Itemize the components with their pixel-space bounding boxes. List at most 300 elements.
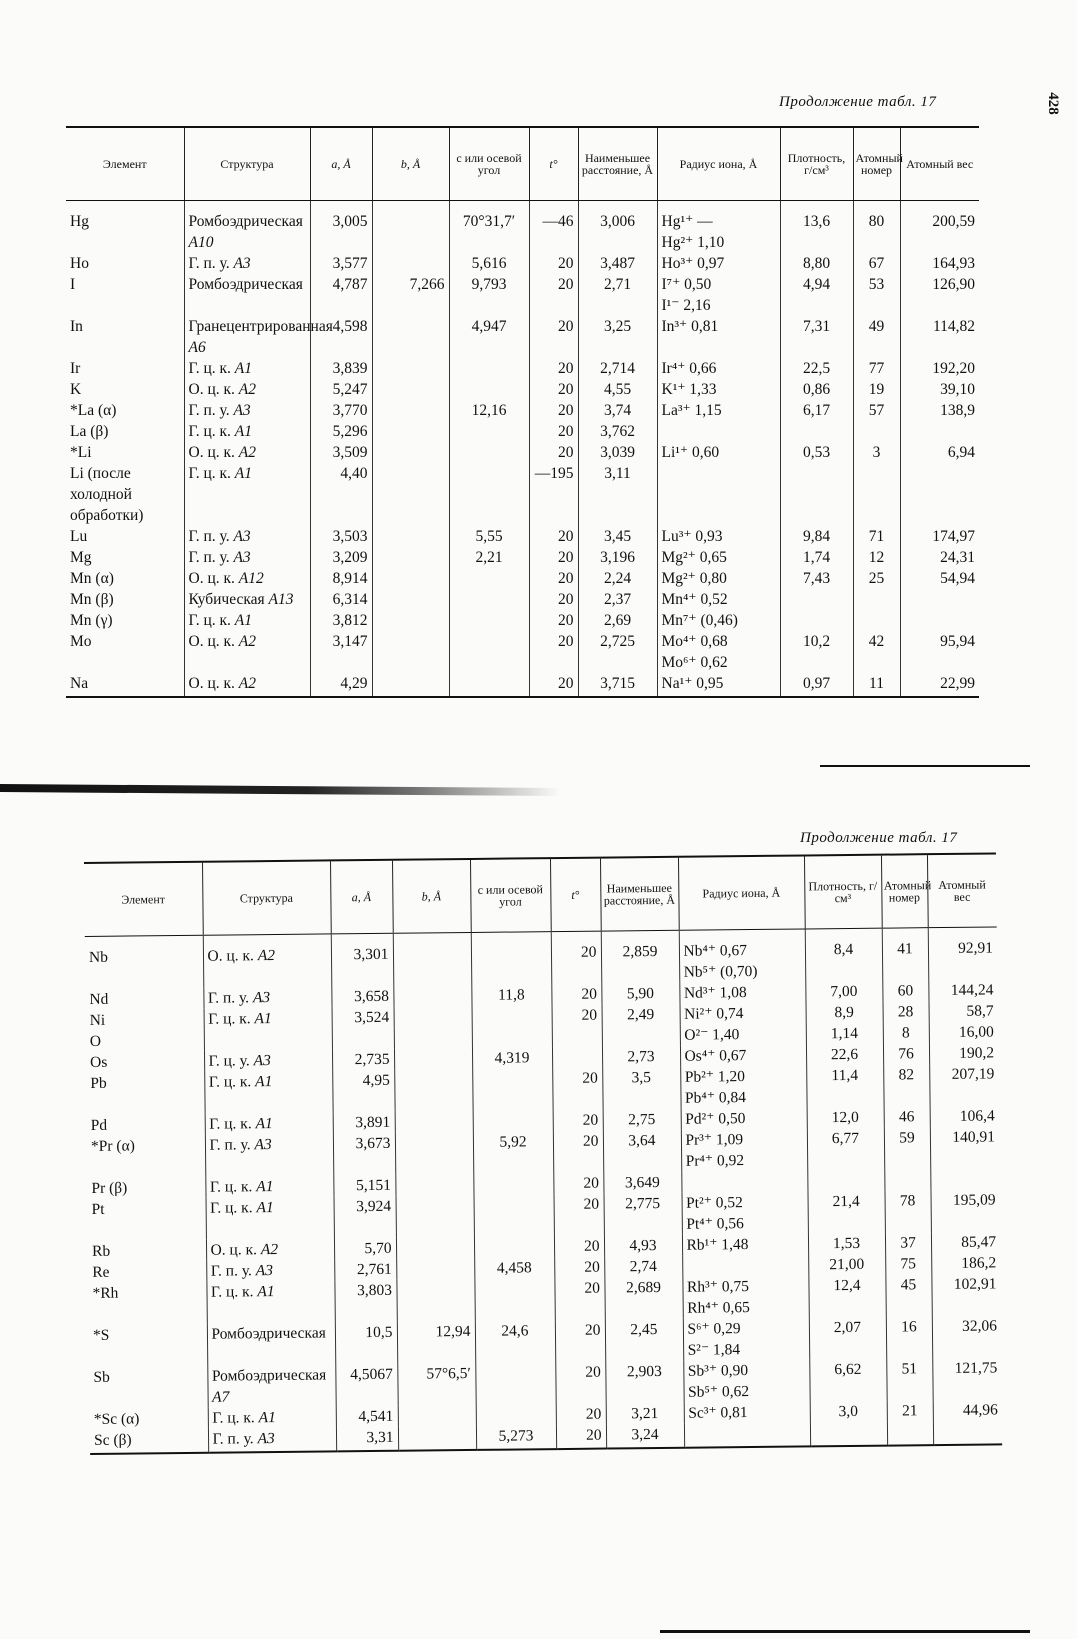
cell-atomic-weight: 102,91 bbox=[931, 1273, 1000, 1316]
cell-b: 57°6,5′ bbox=[397, 1362, 475, 1405]
cell-b bbox=[396, 1257, 474, 1279]
cell-ion-radius: Mn⁷⁺ (0,46) bbox=[657, 610, 780, 631]
cell-structure: Г. ц. к. A1 bbox=[184, 358, 310, 379]
cell-element: La (β) bbox=[70, 422, 109, 440]
cell-t: 20 bbox=[553, 1130, 603, 1173]
cell-min-distance: 2,71 bbox=[578, 274, 657, 316]
cell-atomic-weight: 22,99 bbox=[900, 673, 979, 697]
cell-ion-radius: Rb¹⁺ 1,48 bbox=[682, 1233, 808, 1255]
cell-ion-radius: Ho³⁺ 0,97 bbox=[657, 253, 780, 274]
cell-atomic-weight: 144,24 bbox=[928, 979, 997, 1001]
cell-atomic-weight: 85,47 bbox=[931, 1231, 1000, 1253]
cell-structure: Ромбоэдрическая A10 bbox=[184, 200, 310, 253]
header-ion-radius: Радиус иона, Å bbox=[657, 127, 780, 200]
cell-b bbox=[396, 1194, 474, 1237]
table-row bbox=[66, 421, 979, 442]
cell-ion-radius: I⁷⁺ 0,50 I¹⁻ 2,16 bbox=[657, 274, 780, 316]
cell-min-distance: 3,25 bbox=[578, 316, 657, 358]
cell-a: 5,70 bbox=[334, 1237, 396, 1259]
cell-a: 2,761 bbox=[334, 1258, 396, 1280]
cell-atomic-weight: 207,19 bbox=[929, 1063, 998, 1106]
cell-b bbox=[372, 631, 449, 673]
cell-density: 0,53 bbox=[780, 442, 853, 463]
cell-element: Sc (β) bbox=[90, 1428, 208, 1453]
cell-b bbox=[372, 673, 449, 697]
cell-a: 4,29 bbox=[310, 673, 372, 697]
cell-structure: О. ц. к. A2 bbox=[184, 442, 310, 463]
cell-a: 3,209 bbox=[310, 547, 372, 568]
cell-a: 4,541 bbox=[336, 1405, 398, 1427]
cell-ion-radius: Na¹⁺ 0,95 bbox=[657, 673, 780, 697]
cell-b bbox=[396, 1236, 474, 1258]
header-t: t° bbox=[529, 127, 578, 200]
cell-ion-radius: K¹⁺ 1,33 bbox=[657, 379, 780, 400]
cell-min-distance: 3,196 bbox=[578, 547, 657, 568]
cell-ion-radius: Mg²⁺ 0,65 bbox=[657, 547, 780, 568]
cell-element: Ni bbox=[89, 1011, 106, 1029]
cell-atomic-weight: 190,2 bbox=[929, 1042, 998, 1064]
table-row bbox=[66, 253, 979, 274]
cell-t: 20 bbox=[529, 631, 578, 673]
cell-density: 1,14 bbox=[806, 1022, 883, 1044]
table-row bbox=[66, 400, 979, 421]
header-t: t° bbox=[550, 858, 601, 932]
cell-t: 20 bbox=[529, 547, 578, 568]
cell-b bbox=[398, 1425, 476, 1450]
cell-element: In bbox=[70, 317, 83, 335]
cell-element: Ho bbox=[70, 254, 89, 272]
cell-structure: Г. п. у. A3 bbox=[206, 1259, 334, 1281]
cell-element: Pd bbox=[90, 1116, 108, 1134]
cell-min-distance: 2,689 bbox=[604, 1276, 682, 1319]
cell-c: 5,55 bbox=[449, 526, 529, 547]
cell-t: 20 bbox=[529, 253, 578, 274]
cell-atomic-number: 25 bbox=[853, 568, 900, 589]
header-min-distance: Наименьшее расстояние, Å bbox=[600, 857, 679, 931]
cell-atomic-number: 12 bbox=[853, 547, 900, 568]
cell-a: 4,598 bbox=[310, 316, 372, 358]
cell-ion-radius: Mo⁴⁺ 0,68 Mo⁶⁺ 0,62 bbox=[657, 631, 780, 673]
cell-atomic-number: 41 bbox=[882, 927, 929, 980]
cell-ion-radius: Li¹⁺ 0,60 bbox=[657, 442, 780, 463]
cell-b bbox=[372, 526, 449, 547]
cell-atomic-number bbox=[853, 463, 900, 526]
cell-density: 22,6 bbox=[806, 1043, 883, 1065]
cell-structure: Г. ц. к. A1 bbox=[205, 1112, 333, 1134]
cell-b bbox=[393, 932, 472, 985]
header-ion-radius: Радиус иона, Å bbox=[678, 855, 805, 929]
cell-structure: Г. ц. к. A1 bbox=[208, 1406, 336, 1428]
cell-density: 11,4 bbox=[806, 1064, 883, 1107]
cell-density bbox=[780, 610, 853, 631]
cell-t: —46 bbox=[529, 200, 578, 253]
cell-ion-radius: Sb³⁺ 0,90 Sb⁵⁺ 0,62 bbox=[683, 1359, 809, 1402]
cell-structure: Г. ц. к. A1 bbox=[204, 1070, 332, 1113]
cell-min-distance: 2,859 bbox=[601, 930, 680, 983]
cell-density bbox=[810, 1421, 887, 1446]
cell-c bbox=[449, 568, 529, 589]
cell-t bbox=[552, 1025, 602, 1047]
cell-t: 20 bbox=[555, 1361, 605, 1404]
cell-min-distance: 2,73 bbox=[602, 1045, 680, 1067]
cell-atomic-weight: 32,06 bbox=[932, 1315, 1001, 1358]
cell-b bbox=[372, 200, 449, 253]
cell-t: 20 bbox=[529, 673, 578, 697]
cell-min-distance: 2,69 bbox=[578, 610, 657, 631]
table-row bbox=[66, 358, 979, 379]
cell-min-distance: 3,715 bbox=[578, 673, 657, 697]
cell-c: 5,273 bbox=[476, 1425, 556, 1450]
cell-atomic-number bbox=[853, 589, 900, 610]
cell-atomic-number: 78 bbox=[884, 1190, 930, 1232]
cell-ion-radius: S⁶⁺ 0,29 S²⁻ 1,84 bbox=[683, 1317, 809, 1360]
cell-ion-radius: In³⁺ 0,81 bbox=[657, 316, 780, 358]
cell-c: 5,616 bbox=[449, 253, 529, 274]
cell-element: Mn (β) bbox=[70, 590, 114, 608]
cell-element: Mn (α) bbox=[70, 569, 114, 587]
cell-t: 20 bbox=[553, 1193, 603, 1236]
cell-atomic-weight bbox=[900, 463, 979, 526]
cell-a: 3,577 bbox=[310, 253, 372, 274]
cell-t: 20 bbox=[529, 274, 578, 316]
cell-atomic-weight: 192,20 bbox=[900, 358, 979, 379]
cell-c: 12,16 bbox=[449, 400, 529, 421]
cell-a: 4,787 bbox=[310, 274, 372, 316]
cell-min-distance: 4,55 bbox=[578, 379, 657, 400]
cell-c: 2,21 bbox=[449, 547, 529, 568]
header-c: c или осевой угол bbox=[470, 858, 551, 932]
cell-b bbox=[372, 589, 449, 610]
header-a: a, Å bbox=[310, 127, 372, 200]
cell-a: 3,503 bbox=[310, 526, 372, 547]
cell-structure: Г. п. у. A3 bbox=[184, 547, 310, 568]
cell-a: 3,924 bbox=[334, 1195, 396, 1238]
cell-atomic-weight: 16,00 bbox=[929, 1021, 998, 1043]
cell-density: 21,00 bbox=[808, 1253, 885, 1275]
cell-c bbox=[449, 442, 529, 463]
cell-density bbox=[807, 1169, 884, 1191]
cell-atomic-weight: 39,10 bbox=[900, 379, 979, 400]
cell-a: 3,658 bbox=[331, 985, 393, 1007]
header-density: Плотность, г/см³ bbox=[780, 127, 853, 200]
cell-structure: Г. ц. у. A3 bbox=[204, 1049, 332, 1071]
cell-element: I bbox=[70, 275, 76, 293]
cell-min-distance: 3,24 bbox=[606, 1423, 684, 1448]
cell-min-distance: 2,37 bbox=[578, 589, 657, 610]
cell-c bbox=[449, 589, 529, 610]
cell-element: Nd bbox=[89, 990, 109, 1008]
cell-c: 4,319 bbox=[472, 1047, 552, 1069]
header-a: a, Å bbox=[330, 860, 393, 934]
cell-ion-radius: Rh³⁺ 0,75 Rh⁴⁺ 0,65 bbox=[682, 1275, 808, 1318]
cell-atomic-weight bbox=[933, 1420, 1002, 1445]
cell-min-distance: 3,11 bbox=[578, 463, 657, 526]
table-row bbox=[66, 673, 979, 697]
cell-t: 20 bbox=[551, 983, 601, 1005]
header-structure: Структура bbox=[202, 860, 331, 934]
cell-atomic-number: 45 bbox=[885, 1274, 931, 1316]
cell-c bbox=[473, 1173, 553, 1195]
cell-a: 3,509 bbox=[310, 442, 372, 463]
cell-atomic-number bbox=[853, 610, 900, 631]
cell-c: 5,92 bbox=[473, 1131, 553, 1174]
cell-ion-radius: O²⁻ 1,40 bbox=[680, 1023, 806, 1045]
cell-element: Lu bbox=[70, 527, 88, 545]
cell-b bbox=[395, 1131, 473, 1174]
table-bottom bbox=[84, 852, 1002, 1454]
cell-element: Na bbox=[66, 673, 184, 697]
cell-element: Re bbox=[92, 1263, 110, 1281]
cell-density: 8,4 bbox=[805, 928, 883, 981]
cell-element: Mg bbox=[70, 548, 92, 566]
cell-element: *La (α) bbox=[70, 401, 117, 419]
cell-a: 3,812 bbox=[310, 610, 372, 631]
cell-density: 7,31 bbox=[780, 316, 853, 358]
cell-structure: О. ц. к. A2 bbox=[203, 933, 332, 987]
cell-structure: Г. ц. к. A1 bbox=[206, 1280, 334, 1323]
cell-density: 3,0 bbox=[810, 1400, 887, 1422]
cell-a: 3,770 bbox=[310, 400, 372, 421]
cell-structure bbox=[204, 1028, 332, 1050]
cell-b bbox=[372, 547, 449, 568]
cell-atomic-number: 19 bbox=[853, 379, 900, 400]
cell-atomic-number: 53 bbox=[853, 274, 900, 316]
cell-atomic-weight: 164,93 bbox=[900, 253, 979, 274]
cell-t: 20 bbox=[529, 400, 578, 421]
cell-atomic-number bbox=[887, 1421, 933, 1445]
cell-t: 20 bbox=[529, 610, 578, 631]
scan-artifact-line bbox=[0, 784, 560, 796]
header-atomic-weight: Атомный вес bbox=[927, 853, 997, 927]
cell-density: 12,4 bbox=[808, 1274, 885, 1317]
cell-a: 3,673 bbox=[333, 1132, 395, 1175]
cell-element: *Pr (α) bbox=[90, 1136, 135, 1155]
cell-c bbox=[449, 610, 529, 631]
cell-c bbox=[472, 1026, 552, 1048]
cell-element: Sb bbox=[93, 1368, 110, 1386]
cell-t: 20 bbox=[529, 358, 578, 379]
cell-min-distance: 2,75 bbox=[603, 1108, 681, 1130]
cell-c bbox=[449, 463, 529, 526]
cell-min-distance: 2,714 bbox=[578, 358, 657, 379]
cell-t: 20 bbox=[556, 1403, 606, 1425]
cell-t: 20 bbox=[554, 1277, 604, 1320]
cell-atomic-number: 49 bbox=[853, 316, 900, 358]
cell-structure: Г. п. у. A3 bbox=[184, 400, 310, 421]
cell-structure: Г. ц. к. A1 bbox=[184, 610, 310, 631]
header-b: b, Å bbox=[372, 127, 449, 200]
table-row bbox=[66, 589, 979, 610]
cell-density: 6,77 bbox=[807, 1127, 884, 1170]
cell-min-distance: 2,725 bbox=[578, 631, 657, 673]
cell-c bbox=[473, 1110, 553, 1132]
cell-ion-radius: Pd²⁺ 0,50 bbox=[681, 1107, 807, 1129]
cell-density: 6,17 bbox=[780, 400, 853, 421]
cell-element: Mn (γ) bbox=[70, 611, 113, 629]
cell-a: 3,301 bbox=[331, 933, 394, 986]
cell-t: —195 bbox=[529, 463, 578, 526]
cell-b bbox=[372, 358, 449, 379]
cell-element: *Sc (α) bbox=[93, 1409, 140, 1428]
cell-b bbox=[393, 984, 471, 1006]
cell-element: Mo bbox=[70, 632, 92, 650]
cell-atomic-weight: 126,90 bbox=[900, 274, 979, 316]
cell-t: 20 bbox=[529, 421, 578, 442]
cell-element: Ir bbox=[70, 359, 81, 377]
cell-element: Pr (β) bbox=[91, 1179, 128, 1197]
cell-structure: Ромбоэдрическая A7 bbox=[207, 1364, 335, 1407]
cell-density: 4,94 bbox=[780, 274, 853, 316]
cell-element: Pb bbox=[90, 1074, 107, 1092]
cell-b bbox=[372, 253, 449, 274]
cell-atomic-weight: 174,97 bbox=[900, 526, 979, 547]
cell-atomic-weight: 92,91 bbox=[928, 926, 998, 979]
cell-min-distance: 3,039 bbox=[578, 442, 657, 463]
cell-atomic-weight: 44,96 bbox=[933, 1399, 1002, 1421]
cell-structure: О. ц. к. A2 bbox=[184, 673, 310, 697]
cell-min-distance: 2,49 bbox=[602, 1003, 680, 1025]
cell-ion-radius: Hg¹⁺ — Hg²⁺ 1,10 bbox=[657, 200, 780, 253]
cell-t: 20 bbox=[556, 1424, 606, 1449]
cell-structure: Ромбоэдрическая bbox=[184, 274, 310, 316]
cell-min-distance: 3,74 bbox=[578, 400, 657, 421]
cell-density: 8,9 bbox=[806, 1001, 883, 1023]
cell-atomic-number bbox=[884, 1169, 930, 1190]
cell-ion-radius: Lu³⁺ 0,93 bbox=[657, 526, 780, 547]
cell-ion-radius bbox=[682, 1254, 808, 1276]
cell-b bbox=[394, 1026, 472, 1048]
cell-b bbox=[372, 463, 449, 526]
cell-t: 20 bbox=[554, 1235, 604, 1257]
cell-atomic-number: 3 bbox=[853, 442, 900, 463]
cell-c bbox=[474, 1236, 554, 1258]
cell-ion-radius: Nd³⁺ 1,08 bbox=[679, 981, 805, 1003]
cell-b bbox=[395, 1173, 473, 1195]
cell-a: 3,524 bbox=[332, 1006, 394, 1028]
cell-atomic-number: 82 bbox=[883, 1064, 929, 1106]
cell-t bbox=[552, 1046, 602, 1068]
cell-structure: Г. п. у. A3 bbox=[184, 253, 310, 274]
cell-min-distance: 2,74 bbox=[604, 1255, 682, 1277]
cell-atomic-weight: 121,75 bbox=[932, 1357, 1001, 1400]
table-row bbox=[66, 442, 979, 463]
header-element: Элемент bbox=[84, 862, 203, 936]
cell-atomic-weight: 186,2 bbox=[931, 1252, 1000, 1274]
cell-density: 7,43 bbox=[780, 568, 853, 589]
cell-c: 24,6 bbox=[475, 1320, 555, 1363]
cell-atomic-number: 28 bbox=[883, 1001, 929, 1022]
cell-density: 6,62 bbox=[809, 1358, 886, 1401]
header-element: Элемент bbox=[66, 127, 184, 200]
cell-structure: О. ц. к. A2 bbox=[184, 631, 310, 673]
cell-c: 11,8 bbox=[471, 984, 551, 1006]
cell-ion-radius: Pb²⁺ 1,20 Pb⁴⁺ 0,84 bbox=[680, 1065, 806, 1108]
cell-atomic-weight: 195,09 bbox=[930, 1189, 999, 1232]
table-row bbox=[66, 200, 979, 253]
cell-ion-radius: Mg²⁺ 0,80 bbox=[657, 568, 780, 589]
cell-a: 3,147 bbox=[310, 631, 372, 673]
cell-atomic-weight bbox=[900, 421, 979, 442]
cell-t: 20 bbox=[553, 1172, 603, 1194]
header-min-distance: Наименьшее расстояние, Å bbox=[578, 127, 657, 200]
cell-density: 10,2 bbox=[780, 631, 853, 673]
cell-c bbox=[449, 421, 529, 442]
cell-density: 9,84 bbox=[780, 526, 853, 547]
cell-atomic-number: 11 bbox=[853, 673, 900, 697]
cell-ion-radius: Mn⁴⁺ 0,52 bbox=[657, 589, 780, 610]
cell-t: 20 bbox=[551, 931, 602, 984]
cell-density: 2,07 bbox=[809, 1316, 886, 1359]
cell-atomic-number: 46 bbox=[884, 1106, 930, 1127]
cell-a: 3,005 bbox=[310, 200, 372, 253]
caption-bottom: Продолжение табл. 17 bbox=[800, 830, 958, 846]
cell-c bbox=[476, 1404, 556, 1426]
cell-c: 70°31,7′ bbox=[449, 200, 529, 253]
header-atomic-number: Атомный номер bbox=[881, 854, 928, 927]
cell-min-distance: 5,90 bbox=[601, 982, 679, 1004]
cell-b bbox=[372, 316, 449, 358]
cell-b bbox=[372, 568, 449, 589]
cell-atomic-number: 8 bbox=[883, 1022, 929, 1043]
cell-a bbox=[332, 1027, 394, 1049]
cell-atomic-number: 76 bbox=[883, 1043, 929, 1064]
cell-b bbox=[396, 1278, 474, 1321]
cell-c bbox=[449, 358, 529, 379]
cell-atomic-number: 60 bbox=[882, 980, 928, 1001]
cell-element: Li (после холодной обработки) bbox=[70, 464, 144, 524]
cell-c bbox=[474, 1194, 554, 1237]
cell-element: *Rh bbox=[92, 1284, 119, 1302]
scan-artifact-line-right bbox=[820, 765, 1030, 767]
cell-ion-radius bbox=[684, 1422, 810, 1447]
cell-a: 4,40 bbox=[310, 463, 372, 526]
cell-a: 10,5 bbox=[335, 1321, 397, 1364]
cell-element: K bbox=[70, 380, 82, 398]
cell-density: 21,4 bbox=[807, 1190, 884, 1233]
cell-atomic-weight: 106,4 bbox=[930, 1105, 999, 1127]
cell-t: 20 bbox=[553, 1109, 603, 1131]
cell-element: Pt bbox=[91, 1200, 105, 1218]
cell-b bbox=[372, 421, 449, 442]
cell-min-distance bbox=[602, 1024, 680, 1046]
cell-b bbox=[372, 610, 449, 631]
cell-ion-radius: Pt²⁺ 0,52 Pt⁴⁺ 0,56 bbox=[681, 1191, 807, 1234]
cell-density: 12,0 bbox=[807, 1106, 884, 1128]
cell-structure: О. ц. к. A2 bbox=[206, 1238, 334, 1260]
cell-density bbox=[780, 589, 853, 610]
cell-a: 3,803 bbox=[334, 1279, 396, 1322]
cell-density: 0,97 bbox=[780, 673, 853, 697]
header-density: Плотность, г/см³ bbox=[804, 855, 882, 929]
cell-structure: Г. ц. к. A1 bbox=[184, 421, 310, 442]
header-structure: Структура bbox=[184, 127, 310, 200]
caption-top: Продолжение табл. 17 bbox=[779, 94, 937, 110]
cell-structure: Г. п. у. A3 bbox=[205, 1133, 333, 1176]
cell-b bbox=[398, 1404, 476, 1426]
cell-atomic-weight: 6,94 bbox=[900, 442, 979, 463]
cell-atomic-weight: 58,7 bbox=[928, 1000, 997, 1022]
cell-b bbox=[394, 1047, 472, 1069]
table-row bbox=[66, 316, 979, 358]
cell-atomic-number: 37 bbox=[885, 1232, 931, 1253]
cell-min-distance: 3,64 bbox=[603, 1129, 681, 1172]
cell-a: 6,314 bbox=[310, 589, 372, 610]
cell-c bbox=[472, 1005, 552, 1027]
cell-min-distance: 3,5 bbox=[602, 1066, 680, 1109]
cell-t: 20 bbox=[529, 379, 578, 400]
cell-element: *Li bbox=[70, 443, 92, 461]
cell-a: 3,31 bbox=[336, 1426, 398, 1451]
